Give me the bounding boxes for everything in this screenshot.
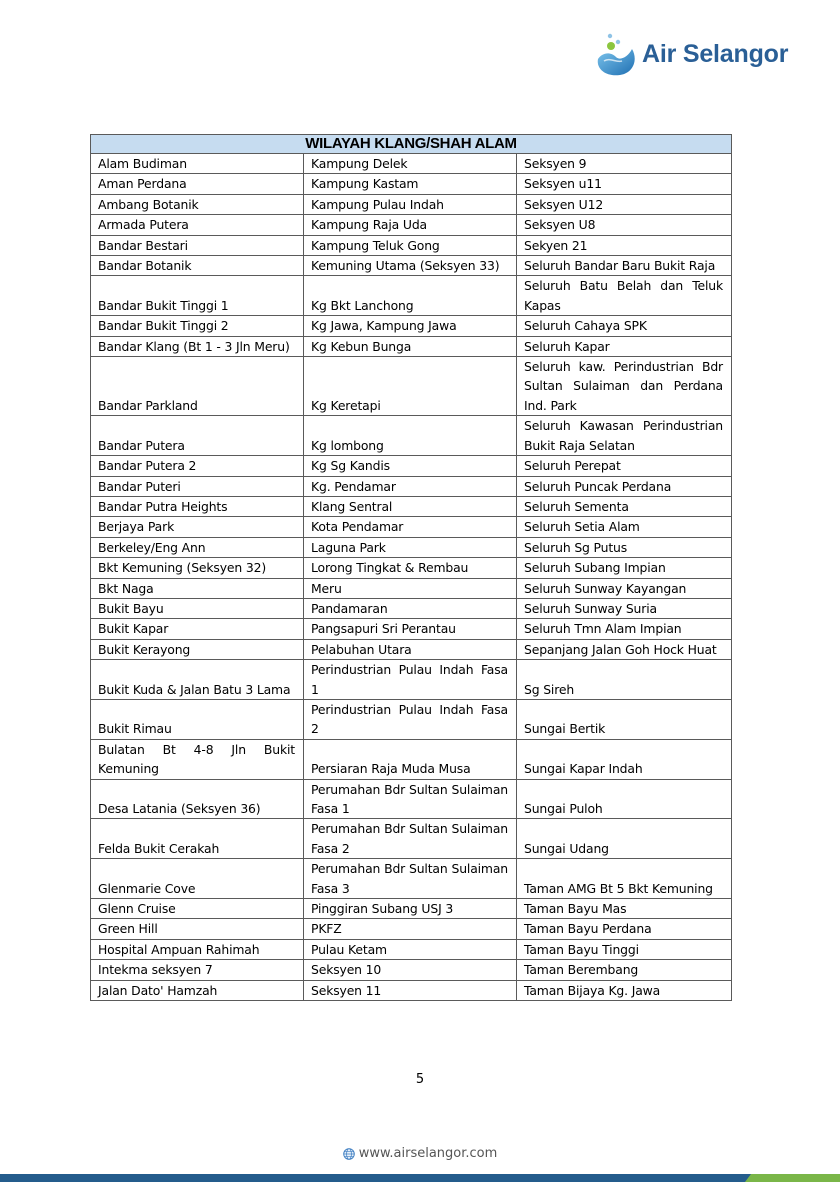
table-cell: Seluruh Sunway Suria [517,598,732,618]
table-cell: Seluruh Puncak Perdana [517,476,732,496]
table-cell: Seluruh Sementa [517,496,732,516]
table-cell: Kampung Kastam [304,174,517,194]
table-cell: Glenn Cruise [91,899,304,919]
table-title: WILAYAH KLANG/SHAH ALAM [91,135,732,154]
table-row [91,194,732,214]
table-cell: Intekma seksyen 7 [91,960,304,980]
table-cell: Seluruh Sg Putus [517,537,732,557]
table-cell: Alam Budiman [91,154,304,174]
footer-green-accent [745,1174,840,1182]
table-cell: Bukit Kerayong [91,639,304,659]
table-cell: Kg Jawa, Kampung Jawa [304,316,517,336]
table-cell: Bukit Kuda & Jalan Batu 3 Lama [91,660,304,700]
table-cell: Pandamaran [304,598,517,618]
table-cell: Green Hill [91,919,304,939]
table-cell: Seluruh Tmn Alam Impian [517,619,732,639]
table-cell: Perindustrian Pulau Indah Fasa 1 [304,660,517,700]
table-row [91,154,732,174]
table-cell: Glenmarie Cove [91,859,304,899]
table-cell: Seksyen U12 [517,194,732,214]
table-cell: Kg Bkt Lanchong [304,276,517,316]
table-row [91,578,732,598]
table-cell: Kg. Pendamar [304,476,517,496]
table-cell: Seluruh Bandar Baru Bukit Raja [517,256,732,276]
table-cell: Sg Sireh [517,660,732,700]
table-row [91,739,732,779]
table-cell: Bkt Naga [91,578,304,598]
table-cell: Taman Bayu Perdana [517,919,732,939]
table-cell: Bandar Putera [91,416,304,456]
table-cell: Seksyen 11 [304,980,517,1000]
table-cell: Seksyen u11 [517,174,732,194]
table-cell: Seluruh Batu Belah dan Teluk Kapas [517,276,732,316]
table-cell: Kg Keretapi [304,357,517,416]
table-cell: Taman AMG Bt 5 Bkt Kemuning [517,859,732,899]
table-cell: Pulau Ketam [304,939,517,959]
table-row [91,336,732,356]
table-cell: Taman Bayu Tinggi [517,939,732,959]
table-cell: Sepanjang Jalan Goh Hock Huat [517,639,732,659]
table-cell: Pangsapuri Sri Perantau [304,619,517,639]
table-body [91,154,732,1001]
table-cell: Kg Sg Kandis [304,456,517,476]
table-cell: Laguna Park [304,537,517,557]
table-cell: Berjaya Park [91,517,304,537]
table-cell: Perumahan Bdr Sultan Sulaiman Fasa 3 [304,859,517,899]
table-row [91,639,732,659]
table-cell: Bukit Bayu [91,598,304,618]
table-cell: Pelabuhan Utara [304,639,517,659]
brand-name: Air Selangor [642,39,789,68]
table-row [91,476,732,496]
table-row [91,619,732,639]
table-cell: Bkt Kemuning (Seksyen 32) [91,558,304,578]
table-cell: Bulatan Bt 4-8 Jln Bukit Kemuning [91,739,304,779]
table-cell: Seluruh Setia Alam [517,517,732,537]
footer-color-bar [0,1174,840,1182]
table-row [91,779,732,819]
table-cell: Armada Putera [91,215,304,235]
table-cell: Felda Bukit Cerakah [91,819,304,859]
table-cell: Lorong Tingkat & Rembau [304,558,517,578]
page-number: 5 [415,1072,425,1087]
website-footer [0,1146,840,1161]
table-cell: Seluruh Subang Impian [517,558,732,578]
table-cell: Seksyen 10 [304,960,517,980]
table-row [91,819,732,859]
table-cell: Kg lombong [304,416,517,456]
table-row [91,256,732,276]
table-cell: Jalan Dato' Hamzah [91,980,304,1000]
table-cell: Seluruh Kapar [517,336,732,356]
table-header-row [91,135,732,154]
table-cell: Hospital Ampuan Rahimah [91,939,304,959]
table-row [91,598,732,618]
table-row [91,456,732,476]
table-cell: Desa Latania (Seksyen 36) [91,779,304,819]
table-row [91,699,732,739]
website-link[interactable]: www.airselangor.com [358,1146,498,1161]
service-area-table [90,134,732,1001]
table-row [91,939,732,959]
table-row [91,496,732,516]
table-cell: Klang Sentral [304,496,517,516]
table-cell: Pinggiran Subang USJ 3 [304,899,517,919]
table-cell: Taman Berembang [517,960,732,980]
table-cell: Bukit Rimau [91,699,304,739]
table-cell: Aman Perdana [91,174,304,194]
table-cell: Seluruh Sunway Kayangan [517,578,732,598]
table-row [91,357,732,416]
globe-icon [343,1148,355,1160]
table-row [91,558,732,578]
table-cell: Seksyen U8 [517,215,732,235]
table-cell: Bukit Kapar [91,619,304,639]
table-cell: Bandar Putra Heights [91,496,304,516]
table-row [91,960,732,980]
table-cell: Perumahan Bdr Sultan Sulaiman Fasa 1 [304,779,517,819]
table-cell: Bandar Bukit Tinggi 2 [91,316,304,336]
table-row [91,899,732,919]
table-cell: Kampung Raja Uda [304,215,517,235]
table-cell: Perumahan Bdr Sultan Sulaiman Fasa 2 [304,819,517,859]
table-cell: Persiaran Raja Muda Musa [304,739,517,779]
table-row [91,660,732,700]
table-row [91,316,732,336]
table-cell: Sekyen 21 [517,235,732,255]
table-cell: Bandar Putera 2 [91,456,304,476]
water-drop-logo-icon [594,31,638,77]
table-cell: Bandar Klang (Bt 1 - 3 Jln Meru) [91,336,304,356]
table-cell: Seluruh kaw. Perindustrian Bdr Sultan Sulaiman dan Perdana Ind. Park [517,357,732,416]
table-cell: Ambang Botanik [91,194,304,214]
table-row [91,215,732,235]
table-row [91,276,732,316]
table-cell: PKFZ [304,919,517,939]
table-cell: Sungai Puloh [517,779,732,819]
table-row [91,235,732,255]
table-cell: Sungai Kapar Indah [517,739,732,779]
table-cell: Seluruh Perepat [517,456,732,476]
table-cell: Kampung Pulau Indah [304,194,517,214]
table-row [91,517,732,537]
table-cell: Bandar Parkland [91,357,304,416]
table-cell: Seluruh Cahaya SPK [517,316,732,336]
table-cell: Bandar Bestari [91,235,304,255]
table-cell: Berkeley/Eng Ann [91,537,304,557]
air-selangor-logo [594,30,788,78]
table-row [91,537,732,557]
table-cell: Meru [304,578,517,598]
table-cell: Kampung Teluk Gong [304,235,517,255]
table-row [91,416,732,456]
table-cell: Bandar Puteri [91,476,304,496]
table-row [91,980,732,1000]
table-cell: Perindustrian Pulau Indah Fasa 2 [304,699,517,739]
table-cell: Taman Bijaya Kg. Jawa [517,980,732,1000]
table-cell: Kota Pendamar [304,517,517,537]
table-row [91,174,732,194]
table-cell: Bandar Botanik [91,256,304,276]
table-row [91,859,732,899]
table-row [91,919,732,939]
table-cell: Taman Bayu Mas [517,899,732,919]
table-cell: Seksyen 9 [517,154,732,174]
table-cell: Sungai Udang [517,819,732,859]
table-cell: Kampung Delek [304,154,517,174]
table-cell: Sungai Bertik [517,699,732,739]
table-cell: Bandar Bukit Tinggi 1 [91,276,304,316]
table-cell: Seluruh Kawasan Perindustrian Bukit Raja Selatan [517,416,732,456]
table-cell: Kg Kebun Bunga [304,336,517,356]
table-cell: Kemuning Utama (Seksyen 33) [304,256,517,276]
